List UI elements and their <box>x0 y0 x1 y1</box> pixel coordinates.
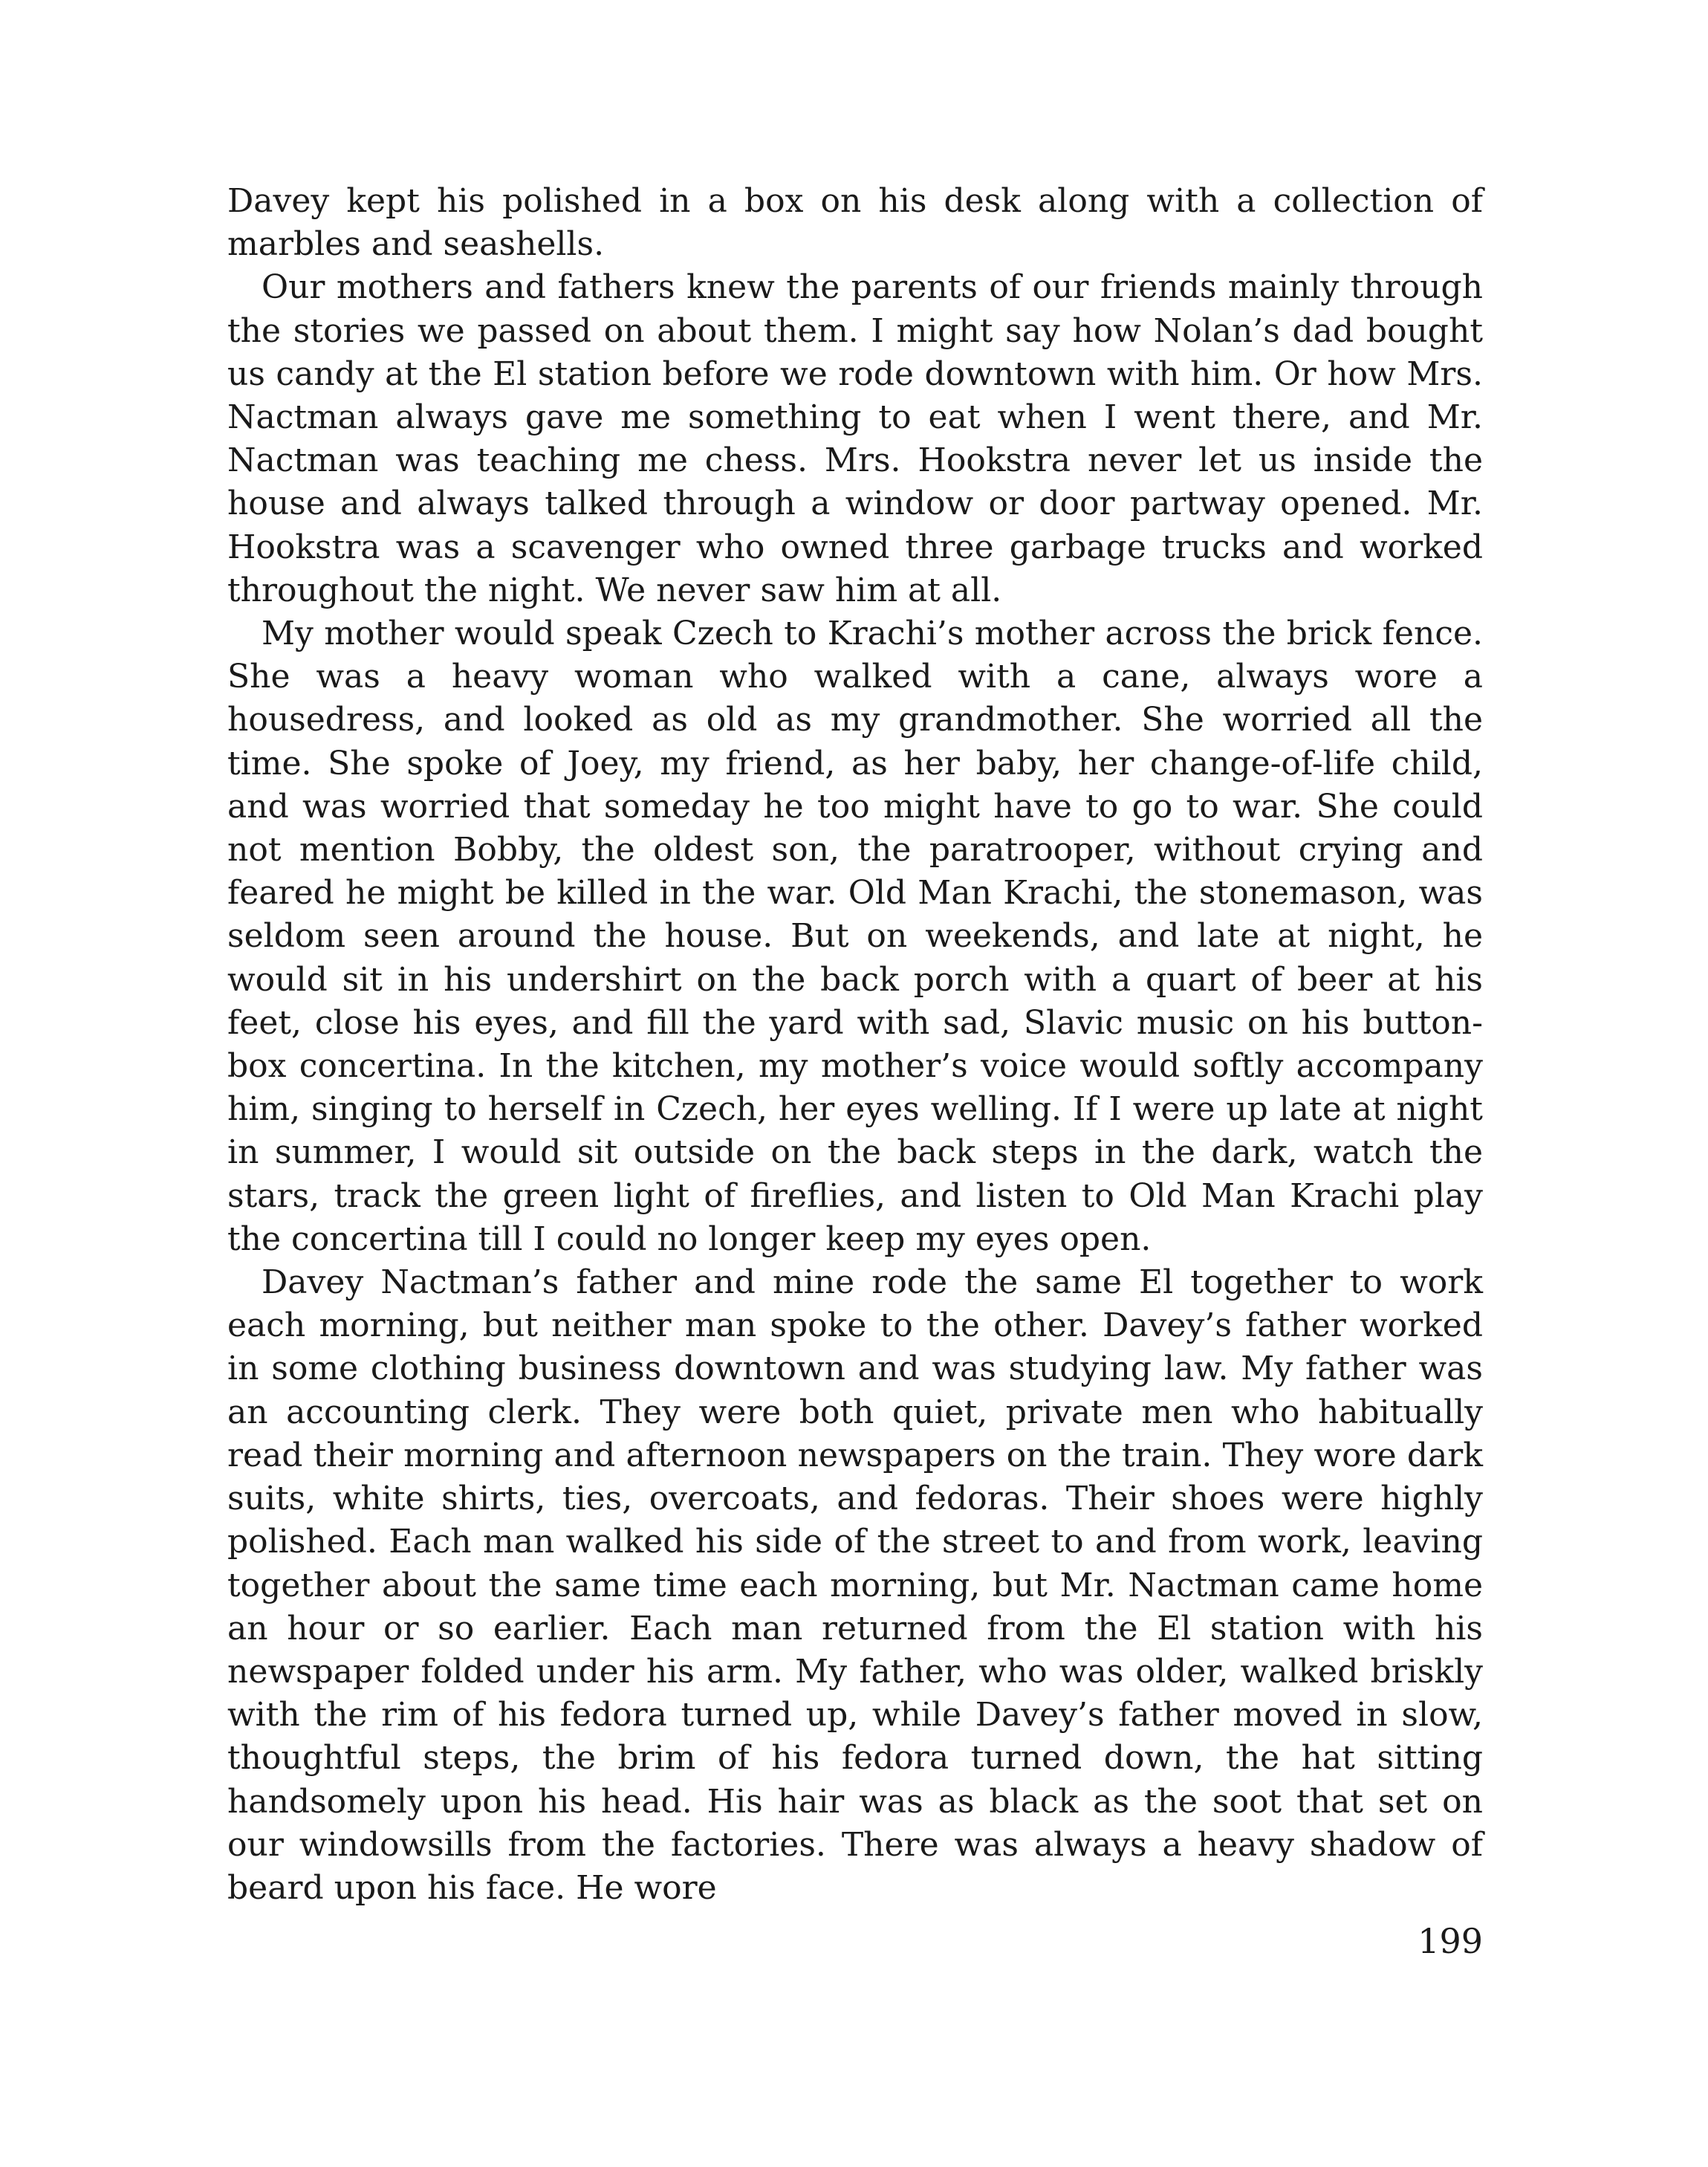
paragraph-1: Davey kept his polished in a box on his desk along with a collection of marbles and seashells. <box>227 182 1483 264</box>
paragraph-4: Davey Nactman’s father and mine rode the same El together to work each morning, but neither man spoke to the other. Davey’s father worked in some clothing business downtown and was studying law. My father was an accounting clerk. They were both quiet, private men who habitually read their morning and afternoon newspapers on the train. They wore dark suits, white shirts, ties, overcoats, and fedoras. Their shoes were highly polished. Each man walked his side of the street to and from work, leaving together about the same time each morning, but Mr. Nactman came home an hour or so earlier. Each man returned from the El station with his newspaper folded under his arm. My father, who was older, walked briskly with the rim of his fedora turned up, while Davey’s father moved in slow, thoughtful steps, the brim of his fedora turned down, the hat sitting handsomely upon his head. His hair was as black as the soot that set on our windowsills from the factories. There was always a heavy shadow of beard upon his face. He wore <box>227 1263 1483 1907</box>
page-number: 199 <box>1418 1921 1483 1961</box>
body-text <box>227 180 1483 1910</box>
paragraph-2: Our mothers and fathers knew the parents of our friends mainly through the stories we passed on about them. I might say how Nolan’s dad bought us candy at the El station before we rode downtown with him. Or how Mrs. Nactman always gave me something to eat when I went there, and Mr. Nactman was teaching me chess. Mrs. Hookstra never let us inside the house and always talked through a window or door partway opened. Mr. Hookstra was a scavenger who owned three garbage trucks and worked throughout the night. We never saw him at all. <box>227 268 1483 609</box>
paragraph-3: My mother would speak Czech to Krachi’s mother across the brick fence. She was a heavy woman who walked with a cane, always wore a housedress, and looked as old as my grandmother. She worried all the time. She spoke of Joey, my friend, as her baby, her change-of-life child, and was worried that someday he too might have to go to war. She could not mention Bobby, the oldest son, the paratrooper, without crying and feared he might be killed in the war. Old Man Krachi, the stonemason, was seldom seen around the house. But on weekends, and late at night, he would sit in his undershirt on the back porch with a quart of beer at his feet, close his eyes, and fill the yard with sad, Slavic music on his button-box concertina. In the kitchen, my mother’s voice would softly accompany him, singing to herself in Czech, her eyes welling. If I were up late at night in summer, I would sit outside on the back steps in the dark, watch the stars, track the green light of fireflies, and listen to Old Man Krachi play the concertina till I could no longer keep my eyes open. <box>227 615 1483 1258</box>
